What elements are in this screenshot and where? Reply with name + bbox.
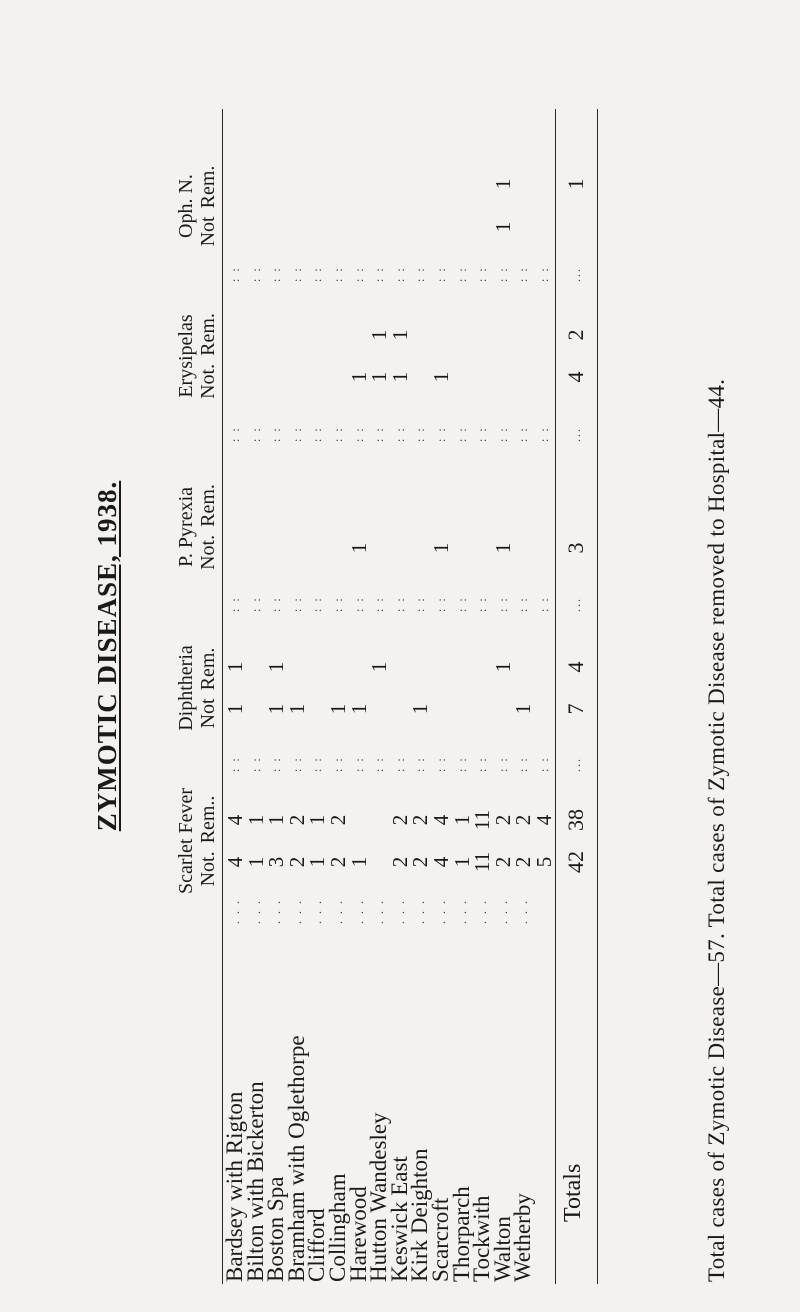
leader-dots: ... bbox=[569, 427, 583, 442]
leader-dots: ... bbox=[569, 267, 583, 282]
leader-dots: : : bbox=[269, 596, 284, 612]
leader-dots: ... bbox=[569, 597, 583, 612]
table-cell: 1 bbox=[490, 542, 515, 554]
column-header-5 bbox=[175, 136, 219, 276]
leader-dots: : : bbox=[289, 596, 304, 612]
table-cell: 1 bbox=[305, 856, 330, 868]
leader-dots: . . . bbox=[475, 899, 490, 924]
column-header-name: Oph. N. bbox=[175, 174, 197, 238]
column-subheader: Not. bbox=[197, 534, 219, 570]
leader-dots: : : bbox=[331, 756, 345, 772]
table-cell: 4 bbox=[429, 814, 453, 826]
table-cell: 1 bbox=[490, 661, 515, 673]
leader-dots: : : bbox=[351, 266, 366, 282]
column-subheader: Not bbox=[197, 216, 219, 247]
row-name: Collingham bbox=[325, 1173, 350, 1282]
table-cell: 1 bbox=[449, 856, 474, 868]
table-cell: 2 bbox=[284, 856, 309, 868]
table-cell: 1 bbox=[511, 703, 536, 715]
column-subheaders bbox=[197, 618, 219, 758]
column-subheader: Rem. bbox=[197, 165, 219, 209]
table-cell: 2 bbox=[511, 814, 536, 826]
leader-dots: . . . bbox=[516, 899, 531, 924]
table-cell: 2 bbox=[490, 814, 515, 826]
leader-dots: : : bbox=[372, 756, 387, 772]
table-cell: 1 bbox=[243, 856, 268, 868]
leader-dots: : : bbox=[516, 756, 531, 772]
leader-dots: : : bbox=[269, 756, 284, 772]
leader-dots: : : bbox=[351, 756, 366, 772]
leader-dots: : : bbox=[495, 756, 510, 772]
leader-dots: : : bbox=[228, 426, 242, 442]
table-cell: 1 bbox=[346, 542, 371, 554]
leader-dots: : : bbox=[392, 266, 407, 282]
table-cell: 1 bbox=[367, 329, 392, 341]
leader-dots: : : bbox=[269, 426, 284, 442]
leader-dots: : : bbox=[372, 266, 387, 282]
column-subheader: Not. bbox=[197, 363, 219, 399]
column-subheader: Rem. bbox=[197, 313, 219, 356]
row-name: Walton bbox=[489, 1216, 515, 1282]
totals-label: Totals bbox=[560, 1163, 586, 1222]
body-bottom-rule bbox=[555, 109, 556, 1284]
leader-dots: : : bbox=[413, 756, 428, 772]
leader-dots: : : bbox=[331, 266, 345, 282]
total-cell: 38 bbox=[563, 809, 588, 831]
leader-dots: . . . bbox=[228, 899, 242, 924]
leader-dots: . . . bbox=[289, 899, 304, 924]
leader-dots: : : bbox=[248, 426, 263, 442]
table-cell: 2 bbox=[284, 814, 309, 826]
page-title: ZYMOTIC DISEASE, 1938. bbox=[92, 480, 122, 832]
leader-dots: . . . bbox=[310, 899, 325, 924]
leader-dots: : : bbox=[248, 756, 263, 772]
leader-dots: : : bbox=[392, 756, 407, 772]
leader-dots: : : bbox=[537, 596, 551, 612]
leader-dots: . . . bbox=[351, 899, 366, 924]
leader-dots: : : bbox=[310, 426, 325, 442]
leader-dots: : : bbox=[392, 426, 407, 442]
leader-dots: : : bbox=[310, 596, 325, 612]
leader-dots: : : bbox=[495, 426, 510, 442]
table-cell: 1 bbox=[264, 703, 289, 715]
leader-dots: : : bbox=[434, 596, 448, 612]
leader-dots: : : bbox=[537, 426, 551, 442]
leader-dots: . . . bbox=[331, 899, 345, 924]
row-name: Boston Spa bbox=[263, 1176, 289, 1282]
leader-dots: : : bbox=[434, 756, 448, 772]
column-subheaders bbox=[197, 136, 219, 276]
row-name: Kirk Deighton bbox=[407, 1148, 433, 1282]
table-cell: 1 bbox=[284, 703, 309, 715]
row-name: Harewood bbox=[345, 1186, 371, 1282]
column-header-2 bbox=[175, 618, 219, 758]
leader-dots: : : bbox=[475, 426, 490, 442]
leader-dots: : : bbox=[475, 266, 490, 282]
leader-dots: : : bbox=[537, 756, 551, 772]
totals-rule bbox=[597, 109, 598, 1284]
table-cell: 1 bbox=[367, 661, 392, 673]
leader-dots: . . . bbox=[269, 899, 284, 924]
table-cell: 2 bbox=[326, 856, 350, 868]
column-subheader: Not bbox=[197, 698, 219, 729]
leader-dots: : : bbox=[248, 266, 263, 282]
row-name: Bardsey with Rigton bbox=[222, 1091, 247, 1282]
leader-dots: : : bbox=[228, 596, 242, 612]
column-header-name: Erysipelas bbox=[175, 314, 197, 398]
total-cell: 7 bbox=[563, 703, 588, 715]
table-cell: 4 bbox=[223, 814, 247, 826]
table-cell: 2 bbox=[511, 856, 536, 868]
leader-dots: : : bbox=[228, 266, 242, 282]
leader-dots: : : bbox=[454, 596, 469, 612]
leader-dots: : : bbox=[228, 756, 242, 772]
table-cell: 5 bbox=[532, 856, 556, 868]
row-name: Hutton Wandesley bbox=[366, 1112, 392, 1282]
table-cell: 2 bbox=[387, 856, 412, 868]
table-cell: 2 bbox=[490, 856, 515, 868]
leader-dots: : : bbox=[310, 756, 325, 772]
footer-note: Total cases of Zymotic Disease—57. Total cases of Zymotic Disease removed to Hospital—44. bbox=[704, 378, 729, 1282]
leader-dots: : : bbox=[516, 426, 531, 442]
leader-dots: : : bbox=[537, 266, 551, 282]
table-cell: 2 bbox=[326, 814, 350, 826]
column-header-name: P. Pyrexia bbox=[175, 487, 197, 567]
table-cell: 1 bbox=[387, 371, 412, 383]
leader-dots: : : bbox=[475, 596, 490, 612]
leader-dots: : : bbox=[516, 596, 531, 612]
leader-dots: : : bbox=[454, 756, 469, 772]
table-cell: 4 bbox=[223, 856, 247, 868]
total-cell: 1 bbox=[563, 178, 588, 190]
leader-dots: ... bbox=[569, 757, 583, 772]
total-cell: 4 bbox=[563, 371, 588, 383]
leader-dots: : : bbox=[475, 756, 490, 772]
column-header-3 bbox=[175, 457, 219, 597]
table-cell: 1 bbox=[408, 703, 433, 715]
column-subheaders bbox=[197, 457, 219, 597]
row-name: Thorparch bbox=[448, 1186, 474, 1282]
row-name: Keswick East bbox=[386, 1156, 412, 1282]
leader-dots: . . . bbox=[372, 899, 387, 924]
leader-dots: : : bbox=[495, 266, 510, 282]
table-cell: 11 bbox=[470, 851, 495, 873]
leader-dots: . . . bbox=[495, 899, 510, 924]
column-header-name: Scarlet Fever bbox=[175, 787, 197, 895]
leader-dots: : : bbox=[372, 596, 387, 612]
table-cell: 3 bbox=[264, 856, 289, 868]
leader-dots: : : bbox=[454, 266, 469, 282]
table-cell: 1 bbox=[387, 329, 412, 341]
table-cell: 4 bbox=[429, 856, 453, 868]
leader-dots: : : bbox=[289, 266, 304, 282]
row-name: Clifford bbox=[304, 1208, 330, 1282]
row-name: Bilton with Bickerton bbox=[242, 1081, 268, 1282]
row-name: Scarcroft bbox=[428, 1197, 453, 1282]
column-header-4 bbox=[175, 286, 219, 426]
row-name: Tockwith bbox=[469, 1195, 495, 1282]
table-cell: 1 bbox=[367, 371, 392, 383]
table-cell: 1 bbox=[346, 371, 371, 383]
leader-dots: . . . bbox=[392, 899, 407, 924]
table-cell: 1 bbox=[490, 221, 515, 233]
column-subheaders bbox=[197, 286, 219, 426]
table-cell: 1 bbox=[429, 371, 453, 383]
leader-dots: : : bbox=[289, 756, 304, 772]
leader-dots: : : bbox=[413, 596, 428, 612]
leader-dots: : : bbox=[413, 266, 428, 282]
leader-dots: . . . bbox=[248, 899, 263, 924]
table-cell: 1 bbox=[305, 814, 330, 826]
table-cell: 1 bbox=[326, 703, 350, 715]
table-cell: 4 bbox=[532, 814, 556, 826]
table-cell: 11 bbox=[470, 809, 495, 831]
leader-dots: : : bbox=[434, 426, 448, 442]
column-subheaders bbox=[197, 771, 219, 911]
column-subheader: Rem. bbox=[197, 484, 219, 527]
leader-dots: : : bbox=[413, 426, 428, 442]
table-cell: 1 bbox=[264, 661, 289, 673]
table-cell: 2 bbox=[408, 856, 433, 868]
table-cell: 2 bbox=[408, 814, 433, 826]
column-header-1 bbox=[175, 771, 219, 911]
leader-dots: : : bbox=[392, 596, 407, 612]
table-cell: 1 bbox=[346, 703, 371, 715]
leader-dots: : : bbox=[331, 596, 345, 612]
leader-dots: : : bbox=[351, 596, 366, 612]
total-cell: 2 bbox=[563, 329, 588, 341]
leader-dots: : : bbox=[454, 426, 469, 442]
leader-dots: . . . bbox=[434, 899, 448, 924]
row-name: Wetherby bbox=[510, 1193, 536, 1282]
leader-dots: : : bbox=[310, 266, 325, 282]
total-cell: 4 bbox=[563, 661, 588, 673]
leader-dots: : : bbox=[351, 426, 366, 442]
table-cell: 1 bbox=[429, 542, 453, 554]
leader-dots: . . . bbox=[454, 899, 469, 924]
leader-dots: : : bbox=[289, 426, 304, 442]
table-cell: 1 bbox=[223, 703, 247, 715]
column-subheader: Rem. bbox=[197, 647, 219, 691]
leader-dots: : : bbox=[516, 266, 531, 282]
total-cell: 3 bbox=[563, 542, 588, 554]
leader-dots: : : bbox=[269, 266, 284, 282]
row-name: Bramham with Oglethorpe bbox=[283, 1035, 309, 1282]
column-subheader: Rem.. bbox=[197, 795, 219, 844]
leader-dots: : : bbox=[248, 596, 263, 612]
table-cell: 2 bbox=[387, 814, 412, 826]
column-subheader: Not. bbox=[197, 851, 219, 887]
leader-dots: : : bbox=[372, 426, 387, 442]
column-header-name: Diphtheria bbox=[175, 645, 197, 731]
leader-dots: : : bbox=[434, 266, 448, 282]
table-cell: 1 bbox=[264, 814, 289, 826]
leader-dots: : : bbox=[331, 426, 345, 442]
table-cell: 1 bbox=[223, 661, 247, 673]
table-cell: 1 bbox=[346, 856, 371, 868]
leader-dots: : : bbox=[495, 596, 510, 612]
table-cell: 1 bbox=[449, 814, 474, 826]
leader-dots: . . . bbox=[413, 899, 428, 924]
total-cell: 42 bbox=[563, 851, 588, 873]
table-cell: 1 bbox=[490, 178, 515, 190]
table-cell: 1 bbox=[243, 814, 268, 826]
